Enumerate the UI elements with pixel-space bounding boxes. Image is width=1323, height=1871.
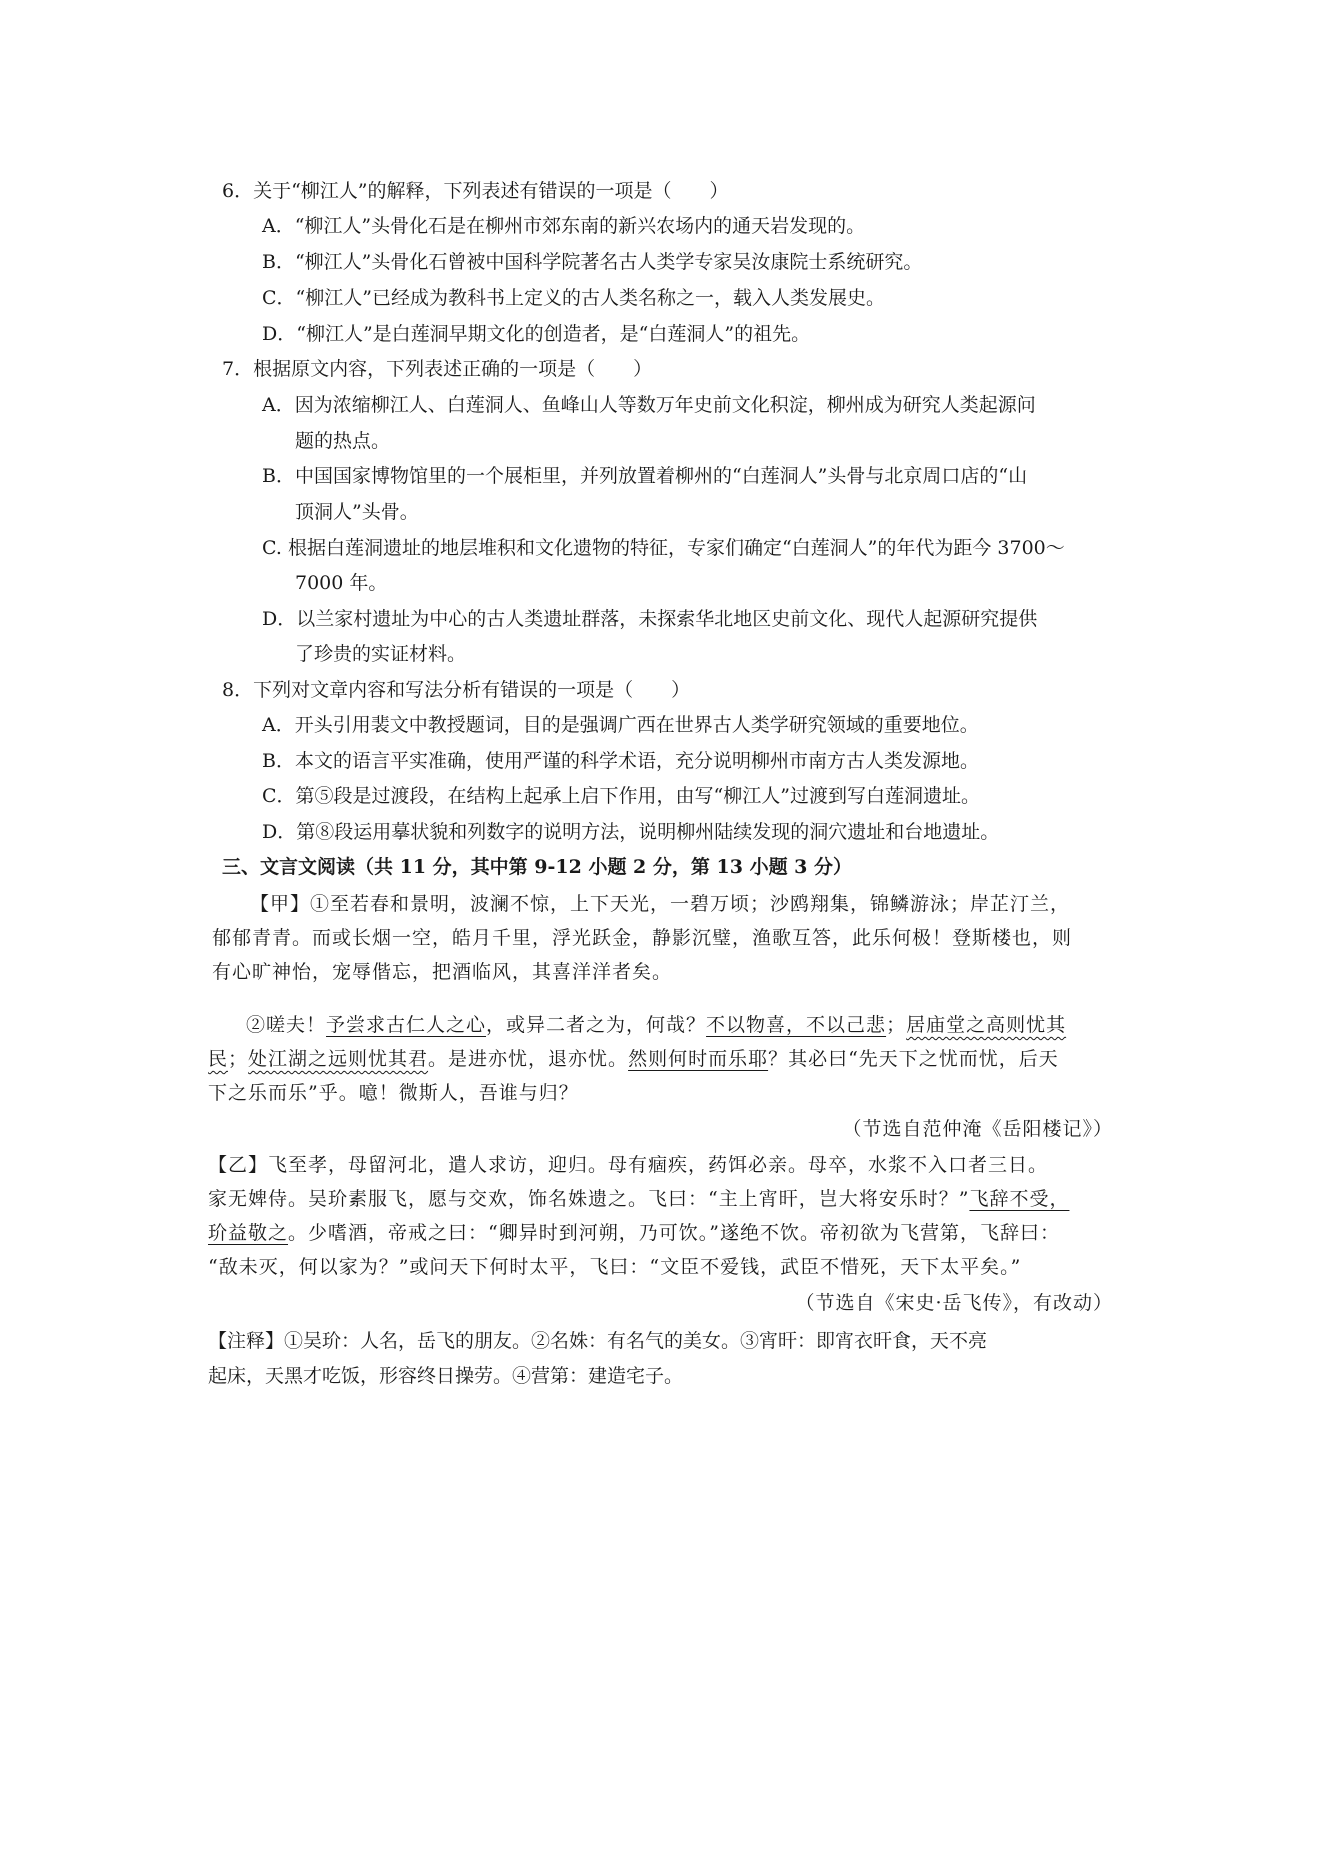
q8-option-c: C．第⑤段是过渡段，在结构上起承上启下作用，由写“柳江人”过渡到写白莲洞遗址。 [262,785,980,807]
wavy-underlined-sentence: 居庙堂之高则忧其 [906,1014,1067,1036]
jia-p2-text: ； [886,1014,907,1036]
q7-option-b-line2: 顶洞人”头骨。 [295,501,419,523]
underlined-sentence: 飞辞不受， [969,1188,1070,1210]
jia-p2-text: ，或异二者之为，何哉？ [486,1014,707,1036]
q6-option-a: A．“柳江人”头骨化石是在柳州市郊东南的新兴农场内的通天岩发现的。 [262,215,866,237]
q7-option-c-line2: 7000 年。 [295,572,388,594]
yi-text: 。少嗜酒，帝戒之曰：“卿异时到河朔，乃可饮。”遂绝不饮。帝初欲为飞营第，飞辞曰： [288,1222,1060,1244]
underlined-sentence: 然则何时而乐耶 [628,1048,769,1070]
wavy-underlined-sentence: 处江湖之远则忧其君 [248,1048,429,1070]
jia-p2-text: ②嗟夫！ [246,1014,327,1036]
yi-line3 [208,1220,1060,1246]
yi-text: 家无婢侍。吴玠素服飞，愿与交欢，饰名姝遗之。飞曰：“主上宵旰，岂大将安乐时？” [208,1188,970,1210]
q7-option-d-line1: D．以兰家村遗址为中心的古人类遗址群落，未探索华北地区史前文化、现代人起源研究提供 [262,608,1038,630]
jia-p2-line2 [208,1046,1059,1072]
notes-line1: 【注释】①吴玠：人名，岳飞的朋友。②名姝：有名气的美女。③宵旰：即宵衣旰食，天不亮 [208,1330,988,1352]
q6-option-b: B．“柳江人”头骨化石曾被中国科学院著名古人类学专家吴汝康院士系统研究。 [262,251,923,273]
underlined-sentence: 玠益敬之 [208,1222,289,1244]
yi-line1: 【乙】飞至孝，母留河北，遣人求访，迎归。母有痼疾，药饵必亲。母卒，水浆不入口者三日。 [208,1154,1049,1176]
jia-p1-line1: 【甲】①至若春和景明，波澜不惊，上下天光，一碧万顷；沙鸥翔集，锦鳞游泳；岸芷汀兰， [250,893,1071,915]
jia-p1-line2: 郁郁青青。而或长烟一空，皓月千里，浮光跃金，静影沉璧，渔歌互答，此乐何极！登斯楼也，则 [212,927,1073,949]
q6-option-c: C．“柳江人”已经成为教科书上定义的古人类名称之一，载入人类发展史。 [262,287,885,309]
jia-p2-line3: 下之乐而乐”乎。噫！微斯人，吾谁与归？ [208,1082,579,1104]
q6-stem: 6．关于“柳江人”的解释，下列表述有错误的一项是（ ） [222,180,729,202]
q7-option-d-line2: 了珍贵的实证材料。 [295,643,467,665]
section-3-title: 三、文言文阅读（共 11 分，其中第 9-12 小题 2 分，第 13 小题 3 分） [222,856,853,878]
wavy-underlined-sentence: 民 [208,1048,229,1070]
q7-stem: 7．根据原文内容，下列表述正确的一项是（ ） [222,358,653,380]
q8-option-b: B．本文的语言平实准确，使用严谨的科学术语，充分说明柳州市南方古人类发源地。 [262,750,979,772]
underlined-sentence: 予尝求古仁人之心 [326,1014,487,1036]
q8-option-a: A．开头引用裴文中教授题词，目的是强调广西在世界古人类学研究领域的重要地位。 [262,714,979,736]
q7-option-b-line1: B．中国国家博物馆里的一个展柜里，并列放置着柳州的“白莲洞人”头骨与北京周口店的“山 [262,465,1028,487]
jia-p2-text: 。是进亦忧，退亦忧。 [428,1048,629,1070]
yi-source: （节选自《宋史·岳飞传》，有改动） [795,1292,1113,1314]
yi-line2 [208,1186,1069,1212]
notes-line2: 起床，天黑才吃饭，形容终日操劳。④营第：建造宅子。 [208,1365,684,1387]
q7-option-a-line2: 题的热点。 [295,430,391,452]
q7-option-a-line1: A．因为浓缩柳江人、白莲洞人、鱼峰山人等数万年史前文化积淀，柳州成为研究人类起源问 [262,394,1036,416]
jia-p2-text: ？其必曰“先天下之忧而忧，后天 [768,1048,1059,1070]
jia-p2-line1 [246,1012,1066,1038]
jia-p1-line3: 有心旷神怡，宠辱偕忘，把酒临风，其喜洋洋者矣。 [212,961,673,983]
q8-option-d: D．第⑧段运用摹状貌和列数字的说明方法，说明柳州陆续发现的洞穴遗址和台地遗址。 [262,821,1000,843]
q6-option-d: D．“柳江人”是白莲洞早期文化的创造者，是“白莲洞人”的祖先。 [262,323,811,345]
q7-option-c-line1: C. 根据白莲洞遗址的地层堆积和文化遗物的特征，专家们确定“白莲洞人”的年代为距今 3700～ [262,537,1065,559]
yi-line4: “敌未灭，何以家为？”或问天下何时太平，飞曰：“文臣不爱钱，武臣不惜死，天下太平矣。” [208,1256,1022,1278]
underlined-sentence: 不以物喜，不以己悲 [706,1014,887,1036]
q8-stem: 8．下列对文章内容和写法分析有错误的一项是（ ） [222,679,691,701]
jia-source: （节选自范仲淹《岳阳楼记》） [842,1118,1113,1140]
jia-p2-text: ； [228,1048,249,1070]
